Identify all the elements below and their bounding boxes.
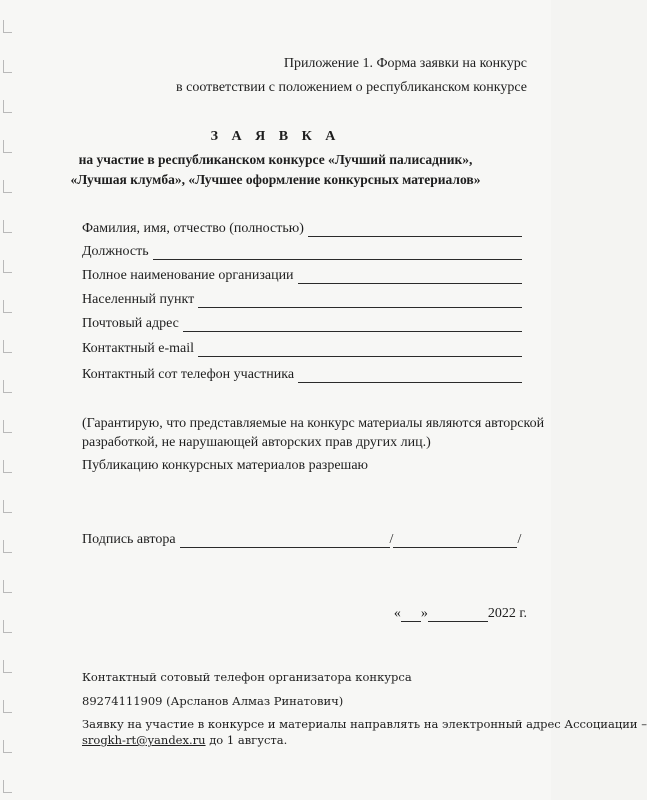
form-subtitle-line2: «Лучшая клумба», «Лучшее оформление конкурсных материалов» bbox=[70, 172, 481, 187]
margin-mark bbox=[3, 260, 12, 273]
month-blank[interactable] bbox=[428, 607, 488, 622]
field-position bbox=[82, 242, 522, 260]
postal-address-blank[interactable] bbox=[183, 317, 522, 332]
date-row bbox=[394, 604, 527, 622]
field-full-name bbox=[82, 219, 522, 237]
margin-mark bbox=[3, 580, 12, 593]
organizer-phone-heading: Контактный сотовый телефон организатора конкурса bbox=[82, 670, 412, 684]
field-locality bbox=[82, 290, 522, 308]
margin-mark bbox=[3, 700, 12, 713]
appendix-title: Приложение 1. Форма заявки на конкурс bbox=[283, 56, 527, 71]
guarantee-line1: (Гарантирую, что представляемые на конкурс материалы являются авторской bbox=[82, 416, 545, 431]
publication-consent: Публикацию конкурсных материалов разрешаю bbox=[82, 458, 369, 473]
guarantee-line2: разработкой, не нарушающей авторских прав других лиц.) bbox=[82, 435, 431, 450]
margin-mark bbox=[3, 220, 12, 233]
submission-instructions: Заявку на участие в конкурсе и материалы направлять на электронный адрес Ассоциации – bbox=[82, 717, 647, 731]
submission-deadline bbox=[82, 733, 287, 747]
locality-blank[interactable] bbox=[198, 293, 522, 308]
organization-blank[interactable] bbox=[298, 269, 522, 284]
margin-mark bbox=[3, 60, 12, 73]
signature-name-blank[interactable] bbox=[393, 533, 517, 548]
phone-blank[interactable] bbox=[298, 368, 522, 383]
margin-mark bbox=[3, 780, 12, 793]
field-label: Контактный сот телефон участника bbox=[82, 367, 295, 382]
position-blank[interactable] bbox=[153, 245, 522, 260]
field-label: Фамилия, имя, отчество (полностью) bbox=[82, 221, 304, 236]
field-phone bbox=[82, 365, 522, 383]
margin-mark bbox=[3, 540, 12, 553]
margin-mark bbox=[3, 420, 12, 433]
field-label: Должность bbox=[82, 244, 149, 259]
field-label: Почтовый адрес bbox=[82, 316, 179, 331]
form-subtitle-line1: на участие в республиканском конкурсе «Лучший палисадник», bbox=[78, 152, 473, 167]
margin-mark bbox=[3, 100, 12, 113]
signature-label: Подпись автора bbox=[82, 532, 176, 547]
margin-mark bbox=[3, 740, 12, 753]
signature-blank[interactable] bbox=[180, 533, 390, 548]
binding-margin-marks bbox=[0, 0, 14, 800]
date-open-quote: « bbox=[393, 606, 401, 621]
field-label: Населенный пункт bbox=[82, 292, 195, 307]
margin-mark bbox=[3, 380, 12, 393]
signature-slash: / bbox=[389, 532, 394, 547]
form-title: З А Я В К А bbox=[210, 129, 341, 144]
field-label: Контактный e-mail bbox=[82, 341, 195, 356]
margin-mark bbox=[3, 20, 12, 33]
deadline-text: до 1 августа. bbox=[205, 733, 288, 747]
field-postal-address bbox=[82, 314, 522, 332]
appendix-subtitle: в соответствии с положением о республиканском конкурсе bbox=[176, 80, 527, 95]
date-year: 2022 г. bbox=[487, 606, 527, 621]
day-blank[interactable] bbox=[401, 607, 421, 622]
field-label: Полное наименование организации bbox=[82, 268, 294, 283]
date-close-quote: » bbox=[420, 606, 428, 621]
margin-mark bbox=[3, 500, 12, 513]
margin-mark bbox=[3, 300, 12, 313]
association-email-link[interactable]: srogkh-rt@yandex.ru bbox=[82, 733, 206, 747]
email-blank[interactable] bbox=[198, 342, 522, 357]
signature-slash: / bbox=[517, 532, 522, 547]
margin-mark bbox=[3, 340, 12, 353]
margin-mark bbox=[3, 460, 12, 473]
margin-mark bbox=[3, 620, 12, 633]
organizer-phone: 89274111909 (Арсланов Алмаз Ринатович) bbox=[82, 694, 344, 708]
field-organization bbox=[82, 266, 522, 284]
full-name-blank[interactable] bbox=[308, 222, 522, 237]
field-email bbox=[82, 339, 522, 357]
margin-mark bbox=[3, 660, 12, 673]
signature-row bbox=[82, 530, 521, 548]
